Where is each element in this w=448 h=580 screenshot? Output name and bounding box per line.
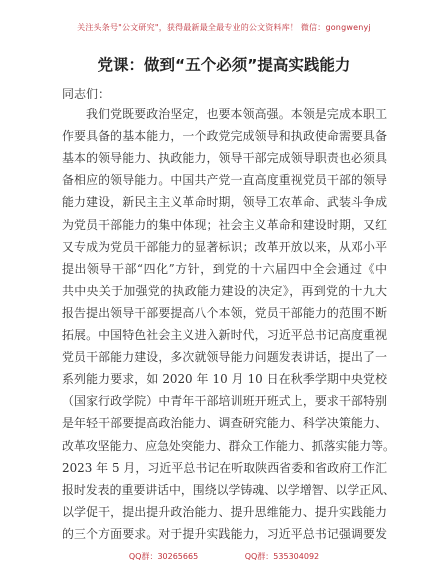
paragraph-line: 作要具备的基本能力，一个政党完成领导和执政使命需要具备 [62, 129, 387, 144]
salutation: 同志们： [62, 87, 111, 101]
footer-qq-group-1: QQ群：30265665 [128, 552, 199, 561]
paragraph-line: 为党员干部能力的集中体现；社会主义革命和建设时期，又红 [62, 217, 387, 232]
paragraph-line: 又专成为党员干部能力的显著标识；改革开放以来，从邓小平 [62, 239, 387, 254]
paragraph-line: 系列能力要求，如 2020 年 10 月 10 日在秋季学期中央党校 [62, 372, 387, 387]
paragraph-line: 能力建设，新民主主义革命时期，领导工农革命、武装斗争成 [62, 195, 387, 210]
paragraph-line: 基本的领导能力、执政能力，领导干部完成领导职责也必须具 [62, 151, 387, 166]
footer [0, 551, 448, 562]
paragraph-line: 提出领导干部“四化”方针，到党的十六届四中全会通过《中 [62, 261, 387, 276]
paragraph-line: 党员干部能力建设，多次就领导能力问题发表讲话，提出了一 [62, 350, 387, 365]
paragraph-line: 备相应的领导能力。中国共产党一直高度重视党员干部的领导 [62, 173, 387, 188]
paragraph-line: 我们党既要政治坚定，也要本领高强。本领是完成本职工 [86, 107, 387, 121]
paragraph-line: 是年轻干部要提高政治能力、调查研究能力、科学决策能力、 [62, 416, 387, 431]
paragraph-line: 共中央关于加强党的执政能力建设的决定》，再到党的十九大 [62, 283, 387, 298]
paragraph-line: 改革攻坚能力、应急处突能力、群众工作能力、抓落实能力等。 [62, 438, 395, 453]
paragraph-line: 报告提出领导干部要提高八个本领，党员干部能力的范围不断 [62, 305, 387, 320]
header-note: 关注头条号"公文研究"，获得最新最全最专业的公文资料库！ 微信：gongwenyj [77, 23, 371, 32]
paragraph-line: 拓展。中国特色社会主义进入新时代，习近平总书记高度重视 [62, 328, 387, 342]
paragraph-line: 2023 年 5 月，习近平总书记在听取陕西省委和省政府工作汇 [62, 460, 387, 475]
paragraph-line: （国家行政学院）中青年干部培训班开班式上，要求干部特别 [62, 394, 387, 409]
paragraph-line: 以学促干，提出提升政治能力、提升思维能力、提升实践能力 [62, 504, 387, 519]
page-title: 党课：做到“五个必须”提高实践能力 [97, 56, 351, 74]
footer-qq-group-2: QQ群：535304092 [244, 552, 320, 561]
paragraph-line: 报时发表的重要讲话中，围绕以学铸魂、以学增智、以学正风、 [62, 482, 395, 497]
paragraph-line: 的三个方面要求。对于提升实践能力，习近平总书记强调要发 [62, 526, 387, 541]
